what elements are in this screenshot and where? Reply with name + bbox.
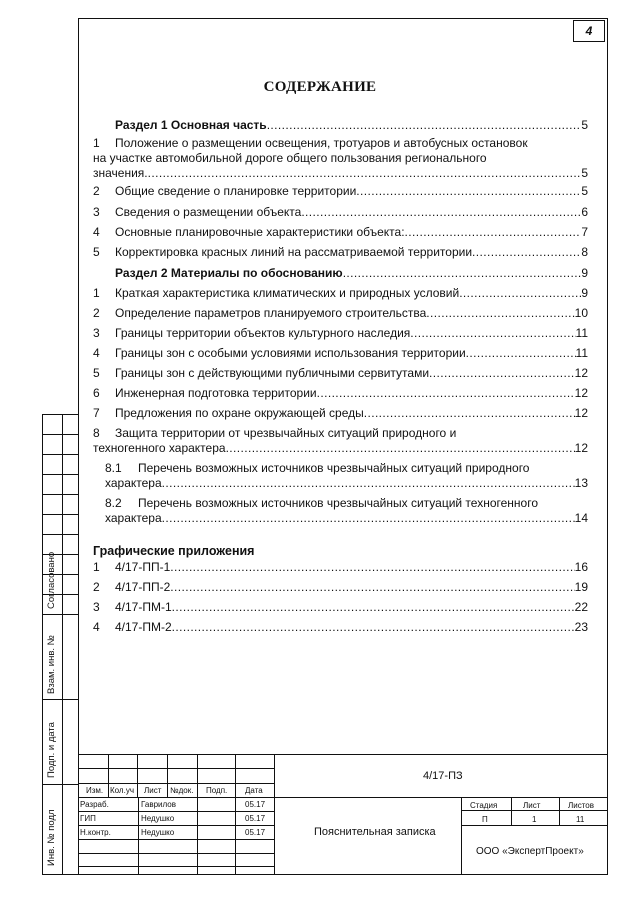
role-nkontr: Н.контр. [80,828,111,837]
hdr-ndok: №док. [170,786,194,795]
graphics-entry [93,560,588,575]
toc-entry-number: 4 [93,225,100,239]
date-nkontr: 05.17 [245,828,266,837]
toc-leader-dots [410,326,575,341]
hdr-date: Дата [245,786,263,795]
toc-leader-dots [148,166,582,181]
toc-entry-page: 12 [574,441,588,455]
agreed-label: Согласовано [46,551,57,609]
date-gip: 05.17 [245,814,266,823]
inv-orig-label: Инв. № подл [46,809,57,866]
toc-entry [93,184,588,199]
toc-entry-number: 2 [93,306,100,320]
toc-entry-label: Положение о размещении освещения, тротуаров и автобусных остановок [115,136,528,150]
toc-leader-dots [226,441,575,456]
toc-entry-label-continued: характера [105,476,162,490]
toc-leader-dots [459,286,581,301]
name-razrab: Гаврилов [141,800,176,809]
company-name: ООО «ЭкспертПроект» [476,846,584,857]
toc-leader-dots [472,245,581,260]
side-approval-strip [42,414,78,875]
toc-entry-page: 8 [581,245,588,259]
toc-entry-page: 12 [574,386,588,400]
toc-entry-number: 8 [93,426,100,440]
toc-entry-page: 9 [581,266,588,280]
sign-date-label: Подп. и дата [46,722,57,778]
toc-leader-dots [172,600,575,615]
toc-entry-label: Границы зон с действующими публичными сервитутами [115,366,430,380]
toc-entry-number: 5 [93,245,100,259]
toc-leader-dots [172,620,575,635]
graphics-entry [93,580,588,595]
toc-entry-label: Предложения по охране окружающей среды [115,406,364,420]
role-razrab: Разраб. [80,800,109,809]
toc-entry [93,496,588,526]
table-of-contents [93,118,588,638]
toc-entry [93,306,588,321]
toc-entry-label: Раздел 1 Основная часть [115,118,267,132]
toc-entry-page: 11 [575,326,588,340]
toc-entry [93,326,588,341]
toc-leader-dots [343,266,582,281]
toc-entry-number: 3 [93,326,100,340]
graphics-entry-label: 4/17-ПП-2 [115,580,171,594]
toc-entry-number: 8.1 [105,461,122,475]
toc-entry-page: 9 [581,286,588,300]
toc-entry-number: 6 [93,386,100,400]
toc-entry [93,136,588,181]
toc-entry-label: Основные планировочные характеристики объекта: [115,225,405,239]
graphics-entry-page: 19 [574,580,588,594]
graphics-entry [93,620,588,635]
toc-leader-dots [267,118,582,133]
toc-entry-label: Раздел 2 Материалы по обоснованию [115,266,343,280]
toc-entry-page: 12 [574,406,588,420]
toc-entry [93,366,588,381]
graphics-entry-page: 22 [574,600,588,614]
stage-value: П [482,815,488,824]
title-block [78,754,608,875]
sheets-value: 11 [576,815,585,824]
toc-entry [93,245,588,260]
toc-entry-page: 10 [574,306,588,320]
toc-entry-label: Корректировка красных линий на рассматриваемой территории [115,245,473,259]
graphics-entry-number: 2 [93,580,100,594]
role-gip: ГИП [80,814,96,823]
toc-leader-dots [317,386,575,401]
toc-entry-label-continued: характера [105,511,162,525]
toc-entry [93,386,588,401]
toc-leader-dots [162,511,575,526]
toc-entry-page: 13 [574,476,588,490]
doc-name: Пояснительная записка [314,826,436,838]
toc-entry-page: 5 [581,184,588,198]
toc-leader-dots [429,366,575,381]
inv-swap-label: Взам. инв. № [46,635,57,694]
toc-entry [93,461,588,491]
toc-entry-label: Перечень возможных источников чрезвычайных ситуаций техногенного [138,496,539,510]
toc-entry-page: 5 [581,118,588,132]
toc-entry-label: Границы территории объектов культурного наследия [115,326,411,340]
toc-entry-number: 3 [93,205,100,219]
toc-entry-number: 8.2 [105,496,122,510]
hdr-kol: Кол.уч [110,786,134,795]
toc-entry-page: 6 [581,205,588,219]
toc-entry-page: 12 [574,366,588,380]
hdr-list: Лист [144,786,162,795]
toc-entry [93,346,588,361]
toc-entry [93,266,588,281]
toc-entry-number: 1 [93,136,100,150]
toc-leader-dots [301,205,581,220]
toc-leader-dots [466,346,576,361]
toc-entry-label: Сведения о размещении объекта [115,205,302,219]
toc-entry-label: Перечень возможных источников чрезвычайных ситуаций природного [138,461,530,475]
toc-entry [93,286,588,301]
toc-entry [93,426,588,456]
sheet-label: Лист [523,801,541,810]
graphics-entry-page: 23 [574,620,588,634]
graphics-entry-number: 1 [93,560,100,574]
graphics-entry-label: 4/17-ПМ-2 [115,620,172,634]
graphics-entry [93,600,588,615]
toc-leader-dots [170,560,574,575]
stage-label: Стадия [470,801,498,810]
toc-entry-label-continued: значения. [93,166,148,180]
name-nkontr: Недушко [141,828,175,837]
graphics-entry-page: 16 [574,560,588,574]
toc-entry-label: Краткая характеристика климатических и природных условий [115,286,460,300]
toc-entry-number: 2 [93,184,100,198]
graphics-entry-label: 4/17-ПМ-1 [115,600,172,614]
hdr-izm: Изм. [86,786,104,795]
toc-entry-label-continued: техногенного характера [93,441,226,455]
name-gip: Недушко [141,814,175,823]
toc-entry [93,118,588,133]
toc-entry-number: 1 [93,286,100,300]
toc-leader-dots [405,225,582,240]
toc-entry-page: 11 [575,346,588,360]
toc-leader-dots [356,184,581,199]
toc-entry-number: 7 [93,406,100,420]
toc-leader-dots [364,406,575,421]
toc-entry [93,225,588,240]
toc-entry-number: 4 [93,346,100,360]
date-razrab: 05.17 [245,800,266,809]
sheets-label: Листов [568,801,594,810]
toc-entry-number: 5 [93,366,100,380]
toc-entry-label: Инженерная подготовка территории [115,386,317,400]
toc-entry-page: 7 [581,225,588,239]
doc-code: 4/17-ПЗ [423,770,463,782]
toc-leader-dots [162,476,575,491]
toc-entry-label: Защита территории от чрезвычайных ситуаций природного и [115,426,457,440]
graphics-heading: Графические приложения [93,544,255,558]
sheet-value: 1 [532,815,537,824]
toc-entry-page: 14 [574,511,588,525]
page-number: 4 [573,20,605,42]
toc-leader-dots [170,580,574,595]
toc-entry [93,205,588,220]
toc-leader-dots [426,306,574,321]
graphics-entry-label: 4/17-ПП-1 [115,560,171,574]
toc-entry-label: Общие сведение о планировке территории [115,184,357,198]
toc-entry-label: Границы зон с особыми условиями использования территории [115,346,466,360]
toc-entry-label: Определение параметров планируемого строительства [115,306,427,320]
toc-entry-label-continued: на участке автомобильной дороге общего пользования регионального [93,151,487,165]
page-title: СОДЕРЖАНИЕ [263,79,377,95]
hdr-podp: Подп. [206,786,228,795]
toc-entry-page: 5 [581,166,588,180]
graphics-entry-number: 4 [93,620,100,634]
graphics-entry-number: 3 [93,600,100,614]
toc-entry [93,406,588,421]
